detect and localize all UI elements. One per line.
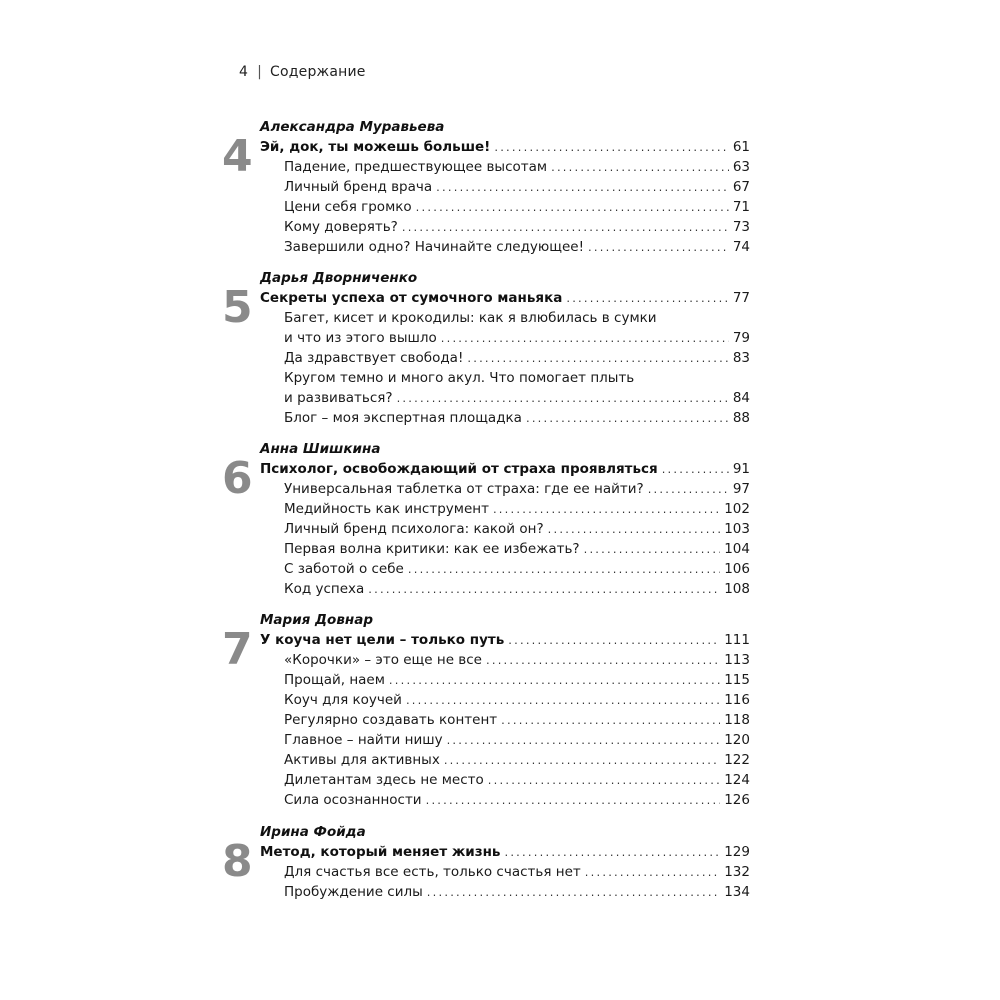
chapter-number: 5 bbox=[222, 282, 253, 333]
leader-dots bbox=[493, 499, 720, 519]
toc-entry[interactable] bbox=[284, 650, 750, 670]
entry-title: Секреты успеха от сумочного маньяка bbox=[260, 290, 563, 306]
toc-main-entry[interactable] bbox=[260, 137, 750, 157]
leader-dots bbox=[397, 388, 729, 408]
toc-entry[interactable] bbox=[284, 479, 750, 499]
page-number: 4 bbox=[239, 64, 249, 80]
entry-page: 77 bbox=[732, 290, 750, 306]
entry-title: С заботой о себе bbox=[284, 561, 404, 577]
entry-title: Да здравствует свобода! bbox=[284, 350, 464, 366]
entry-page: 91 bbox=[732, 461, 750, 477]
entry-title: Первая волна критики: как ее избежать? bbox=[284, 541, 580, 557]
leader-dots bbox=[648, 479, 729, 499]
leader-dots bbox=[406, 690, 720, 710]
leader-dots bbox=[402, 217, 729, 237]
entry-title: и развиваться? bbox=[284, 390, 393, 406]
entry-title: Главное – найти нишу bbox=[284, 732, 443, 748]
leader-dots bbox=[444, 750, 720, 770]
entry-page: 84 bbox=[732, 390, 750, 406]
leader-dots bbox=[436, 177, 729, 197]
toc-entry[interactable] bbox=[284, 197, 750, 217]
entry-title: Коуч для коучей bbox=[284, 692, 402, 708]
entry-title: У коуча нет цели – только путь bbox=[260, 632, 505, 648]
entry-page: 67 bbox=[732, 179, 750, 195]
chapter-author: Дарья Дворниченко bbox=[260, 270, 418, 286]
chapter-number: 6 bbox=[222, 453, 253, 504]
leader-dots bbox=[467, 348, 728, 368]
entry-title: Падение, предшествующее высотам bbox=[284, 159, 548, 175]
entry-page: 120 bbox=[724, 732, 750, 748]
entry-page: 102 bbox=[724, 501, 750, 517]
toc-entry[interactable] bbox=[284, 862, 750, 882]
entry-title: Прощай, наем bbox=[284, 672, 385, 688]
entry-page: 111 bbox=[724, 632, 750, 648]
entry-page: 108 bbox=[724, 581, 750, 597]
entry-page: 71 bbox=[732, 199, 750, 215]
entry-page: 134 bbox=[724, 884, 750, 900]
leader-dots bbox=[526, 408, 729, 428]
chapter-number: 7 bbox=[222, 624, 253, 675]
entry-title: Кому доверять? bbox=[284, 219, 398, 235]
entry-title: Личный бренд врача bbox=[284, 179, 433, 195]
toc-entry[interactable] bbox=[284, 579, 750, 599]
entry-page: 88 bbox=[732, 410, 750, 426]
leader-dots bbox=[566, 288, 728, 308]
toc-entry[interactable] bbox=[284, 539, 750, 559]
entry-page: 126 bbox=[724, 792, 750, 808]
chapter-author: Александра Муравьева bbox=[260, 119, 445, 135]
toc-main-entry[interactable] bbox=[260, 459, 750, 479]
entry-page: 106 bbox=[724, 561, 750, 577]
chapter-author: Ирина Фойда bbox=[260, 824, 366, 840]
entry-title-first-line: Багет, кисет и крокодилы: как я влюбилась в сумки bbox=[284, 310, 657, 326]
leader-dots bbox=[486, 650, 720, 670]
leader-dots bbox=[494, 137, 728, 157]
toc-main-entry[interactable] bbox=[260, 630, 750, 650]
toc-entry[interactable] bbox=[284, 690, 750, 710]
entry-title: Личный бренд психолога: какой он? bbox=[284, 521, 544, 537]
entry-page: 61 bbox=[732, 139, 750, 155]
entry-page: 103 bbox=[724, 521, 750, 537]
entry-title: Завершили одно? Начинайте следующее! bbox=[284, 239, 585, 255]
toc-entry[interactable] bbox=[284, 177, 750, 197]
toc-entry[interactable] bbox=[284, 750, 750, 770]
entry-title: Цени себя громко bbox=[284, 199, 412, 215]
toc-entry[interactable] bbox=[284, 710, 750, 730]
entry-title: Универсальная таблетка от страха: где ее найти? bbox=[284, 481, 644, 497]
entry-page: 118 bbox=[724, 712, 750, 728]
entry-title: Активы для активных bbox=[284, 752, 440, 768]
toc-entry[interactable] bbox=[284, 237, 750, 257]
toc-entry[interactable] bbox=[284, 328, 750, 348]
toc-entry[interactable] bbox=[284, 348, 750, 368]
toc-entry[interactable] bbox=[284, 388, 750, 408]
entry-title: Психолог, освобождающий от страха проявляться bbox=[260, 461, 658, 477]
chapter-author: Мария Довнар bbox=[260, 612, 373, 628]
leader-dots bbox=[416, 197, 729, 217]
entry-page: 74 bbox=[732, 239, 750, 255]
toc-main-entry[interactable] bbox=[260, 288, 750, 308]
toc-entry[interactable] bbox=[284, 730, 750, 750]
leader-dots bbox=[548, 519, 721, 539]
toc-entry[interactable] bbox=[284, 559, 750, 579]
running-header bbox=[239, 64, 366, 80]
toc-entry[interactable] bbox=[284, 217, 750, 237]
entry-page: 63 bbox=[732, 159, 750, 175]
leader-dots bbox=[368, 579, 720, 599]
toc-entry[interactable] bbox=[284, 770, 750, 790]
entry-title: «Корочки» – это еще не все bbox=[284, 652, 482, 668]
leader-dots bbox=[488, 770, 720, 790]
leader-dots bbox=[504, 842, 720, 862]
entry-title: Метод, который меняет жизнь bbox=[260, 844, 501, 860]
toc-entry[interactable] bbox=[284, 408, 750, 428]
leader-dots bbox=[389, 670, 720, 690]
entry-title: Пробуждение силы bbox=[284, 884, 423, 900]
leader-dots bbox=[447, 730, 721, 750]
entry-page: 104 bbox=[724, 541, 750, 557]
toc-entry[interactable] bbox=[284, 157, 750, 177]
entry-title: Код успеха bbox=[284, 581, 365, 597]
chapter-number: 4 bbox=[222, 131, 253, 182]
entry-title: Медийность как инструмент bbox=[284, 501, 489, 517]
entry-title: Эй, док, ты можешь больше! bbox=[260, 139, 491, 155]
header-title: Содержание bbox=[270, 64, 366, 80]
entry-title: и что из этого вышло bbox=[284, 330, 437, 346]
leader-dots bbox=[508, 630, 720, 650]
entry-page: 97 bbox=[732, 481, 750, 497]
toc-entry[interactable] bbox=[284, 519, 750, 539]
toc-entry[interactable] bbox=[284, 790, 750, 810]
entry-page: 124 bbox=[724, 772, 750, 788]
leader-dots bbox=[662, 459, 729, 479]
leader-dots bbox=[551, 157, 729, 177]
chapter-number: 8 bbox=[222, 836, 253, 887]
entry-title-first-line: Кругом темно и много акул. Что помогает плыть bbox=[284, 370, 635, 386]
entry-title: Сила осознанности bbox=[284, 792, 422, 808]
entry-title: Блог – моя экспертная площадка bbox=[284, 410, 522, 426]
leader-dots bbox=[584, 539, 721, 559]
toc-entry[interactable] bbox=[284, 670, 750, 690]
leader-dots bbox=[585, 862, 720, 882]
leader-dots bbox=[501, 710, 720, 730]
entry-page: 113 bbox=[724, 652, 750, 668]
header-separator: | bbox=[257, 64, 263, 80]
toc-main-entry[interactable] bbox=[260, 842, 750, 862]
leader-dots bbox=[408, 559, 720, 579]
leader-dots bbox=[441, 328, 729, 348]
toc-entry[interactable] bbox=[284, 882, 750, 902]
entry-page: 116 bbox=[724, 692, 750, 708]
entry-page: 79 bbox=[732, 330, 750, 346]
leader-dots bbox=[427, 882, 720, 902]
leader-dots bbox=[588, 237, 729, 257]
entry-page: 122 bbox=[724, 752, 750, 768]
entry-page: 115 bbox=[724, 672, 750, 688]
entry-page: 132 bbox=[724, 864, 750, 880]
leader-dots bbox=[426, 790, 721, 810]
chapter-author: Анна Шишкина bbox=[260, 441, 381, 457]
entry-title: Регулярно создавать контент bbox=[284, 712, 498, 728]
entry-page: 129 bbox=[724, 844, 750, 860]
entry-title: Дилетантам здесь не место bbox=[284, 772, 484, 788]
entry-page: 83 bbox=[732, 350, 750, 366]
entry-page: 73 bbox=[732, 219, 750, 235]
toc-entry[interactable] bbox=[284, 499, 750, 519]
entry-title: Для счастья все есть, только счастья нет bbox=[284, 864, 581, 880]
